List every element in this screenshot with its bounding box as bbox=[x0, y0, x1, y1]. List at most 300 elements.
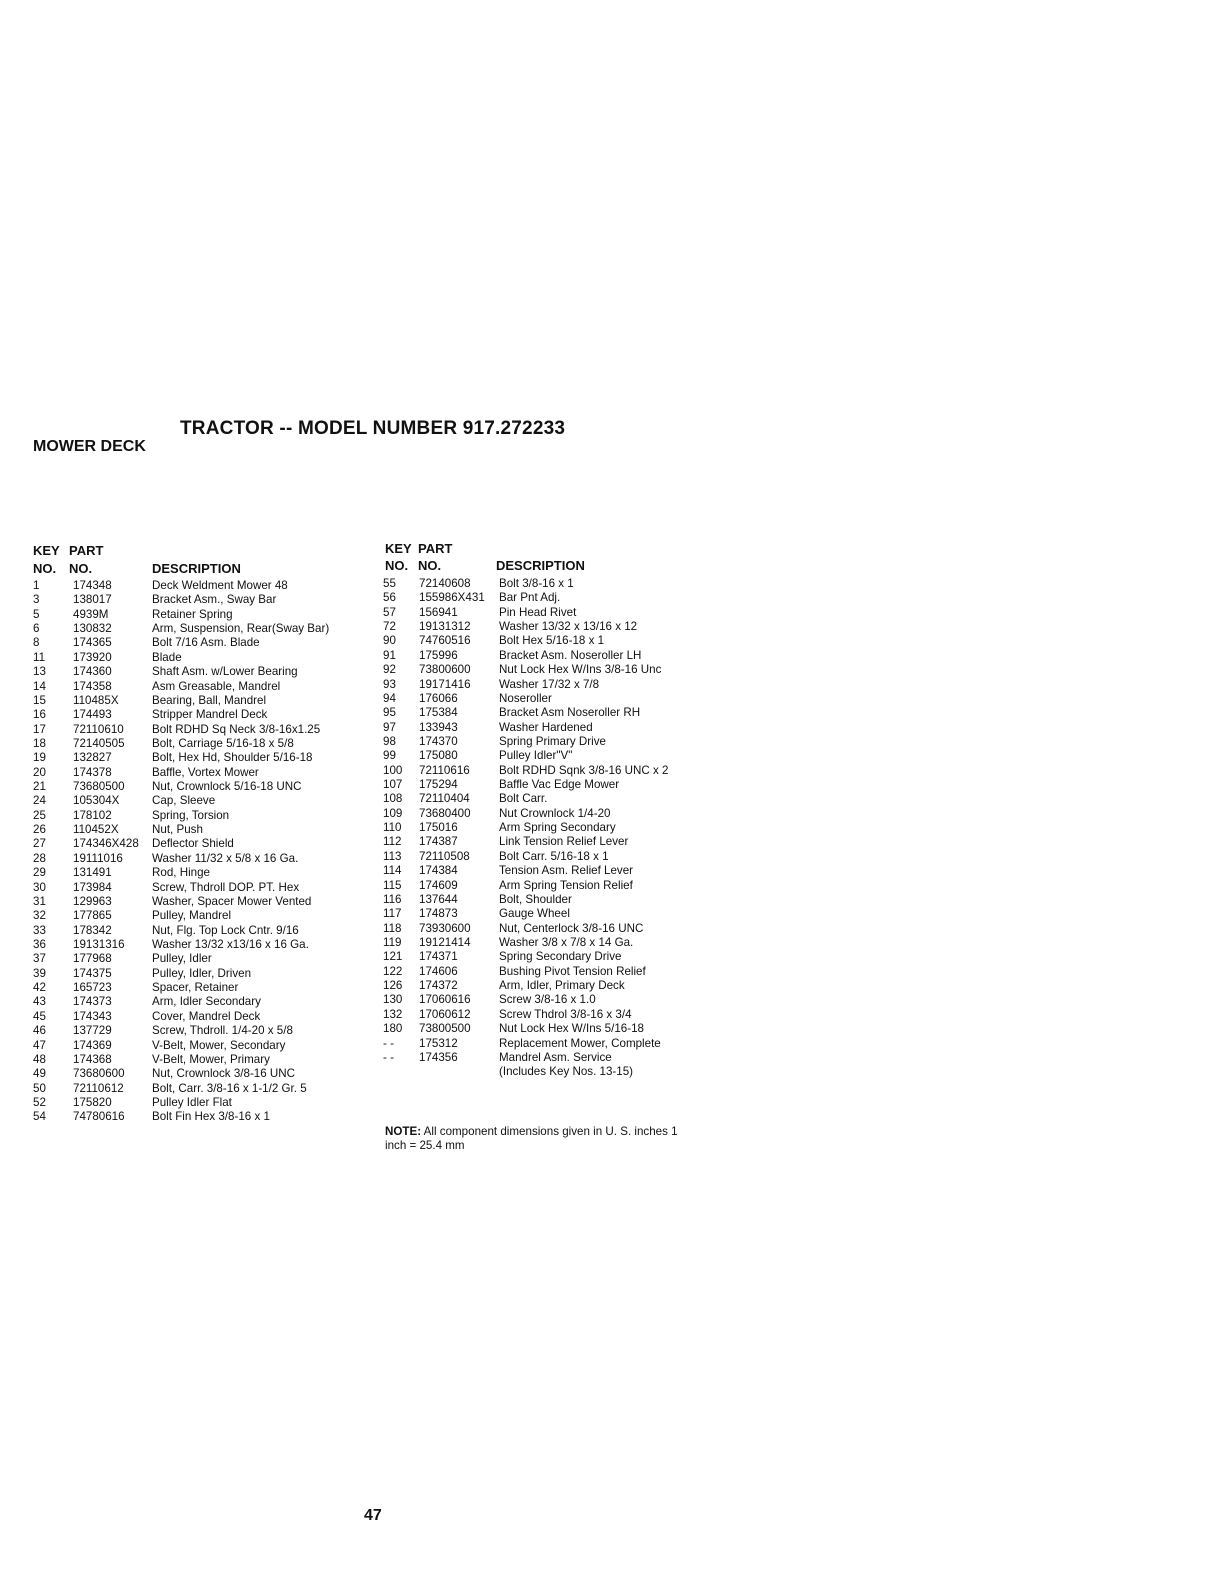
part-description: Pulley, Idler, Driven bbox=[152, 966, 252, 980]
parts-row bbox=[33, 938, 378, 952]
key-number: 108 bbox=[383, 792, 403, 806]
part-number: 177865 bbox=[73, 909, 112, 923]
parts-row bbox=[383, 764, 713, 778]
parts-row bbox=[383, 950, 713, 964]
part-number: 132827 bbox=[73, 751, 112, 765]
parts-row bbox=[383, 577, 713, 591]
part-description: Cap, Sleeve bbox=[152, 794, 216, 808]
parts-row bbox=[383, 965, 713, 979]
key-number: 18 bbox=[33, 736, 46, 750]
parts-row bbox=[33, 995, 378, 1009]
part-number: 72110404 bbox=[419, 792, 470, 806]
part-number: 175016 bbox=[419, 821, 458, 835]
part-description: Bolt Carr. bbox=[499, 792, 548, 806]
part-number: 174609 bbox=[419, 878, 458, 892]
parts-row bbox=[33, 1110, 378, 1124]
part-number: 72140608 bbox=[419, 577, 471, 590]
part-number: 174370 bbox=[419, 734, 458, 748]
key-number: 91 bbox=[383, 648, 396, 662]
parts-row bbox=[33, 593, 378, 607]
part-number: 73680500 bbox=[73, 780, 125, 794]
part-description: Washer 13/32 x13/16 x 16 Ga. bbox=[152, 937, 309, 951]
part-number: 73800600 bbox=[419, 663, 471, 677]
key-number: 46 bbox=[33, 1024, 46, 1038]
parts-row bbox=[33, 723, 378, 737]
key-number: 26 bbox=[33, 823, 46, 837]
key-number: 110 bbox=[383, 821, 402, 835]
part-description: Bolt, Carr. 3/8-16 x 1-1/2 Gr. 5 bbox=[152, 1081, 307, 1095]
part-description: Pulley Idler Flat bbox=[152, 1095, 232, 1109]
part-description: Spring Secondary Drive bbox=[499, 950, 622, 964]
part-description: Bolt, Carriage 5/16-18 x 5/8 bbox=[152, 736, 294, 750]
key-number: 57 bbox=[383, 605, 396, 619]
key-number: 90 bbox=[383, 634, 396, 648]
parts-row bbox=[383, 821, 713, 835]
parts-row bbox=[383, 792, 713, 806]
part-description: Washer 3/8 x 7/8 x 14 Ga. bbox=[499, 935, 634, 949]
part-description: Screw 3/8-16 x 1.0 bbox=[499, 993, 596, 1007]
part-number: 73930600 bbox=[419, 921, 471, 935]
part-number: 72140505 bbox=[73, 736, 125, 750]
parts-row bbox=[33, 895, 378, 909]
part-number: 173984 bbox=[73, 880, 112, 894]
key-number: 113 bbox=[383, 849, 402, 863]
key-header-bottom: NO. bbox=[33, 561, 57, 576]
part-description: Washer Hardened bbox=[499, 720, 593, 734]
key-number: 1 bbox=[33, 579, 40, 592]
parts-row bbox=[33, 579, 378, 593]
section-title: MOWER DECK bbox=[33, 438, 146, 455]
key-number: 47 bbox=[33, 1038, 46, 1052]
parts-row bbox=[33, 1067, 378, 1081]
key-number: 115 bbox=[383, 878, 402, 892]
parts-row bbox=[33, 737, 378, 751]
parts-row bbox=[33, 967, 378, 981]
parts-row bbox=[383, 993, 713, 1007]
part-description: Spring Primary Drive bbox=[499, 734, 606, 748]
note bbox=[385, 1125, 685, 1153]
part-description: Replacement Mower, Complete bbox=[499, 1036, 661, 1050]
key-number: 32 bbox=[33, 909, 46, 923]
part-description: Arm Spring Secondary bbox=[499, 821, 616, 835]
note-label: NOTE: bbox=[385, 1125, 422, 1138]
part-number: 130832 bbox=[73, 622, 112, 636]
parts-row bbox=[33, 608, 378, 622]
key-number: 3 bbox=[33, 593, 40, 607]
part-description: Nut Crownlock 1/4-20 bbox=[499, 806, 611, 820]
part-number: 174606 bbox=[419, 964, 458, 978]
key-header-top: KEY bbox=[385, 541, 412, 556]
part-description: (Includes Key Nos. 13-15) bbox=[499, 1065, 634, 1079]
parts-row bbox=[383, 735, 713, 749]
part-description: Pulley, Mandrel bbox=[152, 909, 232, 923]
key-number: 112 bbox=[383, 835, 402, 849]
parts-row bbox=[383, 620, 713, 634]
parts-row bbox=[33, 866, 378, 880]
part-number: 174375 bbox=[73, 966, 112, 980]
part-description: Arm, Suspension, Rear(Sway Bar) bbox=[152, 622, 330, 636]
key-number: 33 bbox=[33, 923, 46, 937]
part-number: 17060612 bbox=[419, 1007, 471, 1021]
key-number: 28 bbox=[33, 851, 46, 865]
key-number: 52 bbox=[33, 1095, 46, 1109]
part-number: 105304X bbox=[73, 794, 120, 808]
key-number: 54 bbox=[33, 1110, 46, 1124]
part-description: V-Belt, Mower, Secondary bbox=[152, 1038, 286, 1052]
part-number: 177968 bbox=[73, 952, 112, 966]
part-number: 137729 bbox=[73, 1024, 112, 1038]
parts-row bbox=[383, 606, 713, 620]
key-number: 5 bbox=[33, 607, 40, 621]
key-number: 94 bbox=[383, 691, 396, 705]
part-number: 178342 bbox=[73, 923, 112, 937]
part-description: Shaft Asm. w/Lower Bearing bbox=[152, 665, 298, 679]
part-description: Arm, Idler Secondary bbox=[152, 995, 261, 1009]
part-number: 73680600 bbox=[73, 1067, 125, 1081]
part-number: 174358 bbox=[73, 679, 112, 693]
part-description: Screw, Thdroll. 1/4-20 x 5/8 bbox=[152, 1024, 293, 1038]
part-number: 72110616 bbox=[419, 763, 470, 777]
key-number: 100 bbox=[383, 763, 403, 777]
page-title: TRACTOR -- MODEL NUMBER 917.272233 bbox=[180, 418, 566, 439]
part-description: Arm Spring Tension Relief bbox=[499, 878, 633, 892]
description-header: DESCRIPTION bbox=[496, 558, 585, 573]
key-number: 126 bbox=[383, 979, 403, 993]
part-number: 174356 bbox=[419, 1050, 458, 1064]
parts-row bbox=[33, 852, 378, 866]
part-description: Noseroller bbox=[499, 691, 552, 705]
key-number: 50 bbox=[33, 1081, 46, 1095]
parts-row bbox=[383, 1037, 713, 1051]
part-description: Link Tension Relief Lever bbox=[499, 835, 629, 849]
part-description: Bracket Asm. Noseroller LH bbox=[499, 648, 642, 662]
key-number: 109 bbox=[383, 806, 403, 820]
part-number: 110452X bbox=[73, 823, 119, 837]
key-number: 29 bbox=[33, 866, 46, 880]
part-description: Bolt Hex 5/16-18 x 1 bbox=[499, 634, 605, 648]
part-description: Bolt 3/8-16 x 1 bbox=[499, 577, 574, 590]
parts-row bbox=[33, 708, 378, 722]
part-number: 129963 bbox=[73, 894, 112, 908]
key-number: 130 bbox=[383, 993, 403, 1007]
part-number: 74760516 bbox=[419, 634, 471, 648]
part-number: 74780616 bbox=[73, 1110, 125, 1124]
parts-row bbox=[33, 665, 378, 679]
key-number: 11 bbox=[33, 650, 46, 664]
key-number: - - bbox=[383, 1050, 394, 1064]
part-description: Deflector Shield bbox=[152, 837, 234, 851]
parts-row bbox=[33, 837, 378, 851]
part-number: 133943 bbox=[419, 720, 458, 734]
part-description: Bolt RDHD Sqnk 3/8-16 UNC x 2 bbox=[499, 763, 669, 777]
parts-row bbox=[33, 794, 378, 808]
parts-row bbox=[383, 706, 713, 720]
parts-row bbox=[33, 680, 378, 694]
part-number: 175820 bbox=[73, 1095, 112, 1109]
parts-row bbox=[383, 591, 713, 605]
key-number: 122 bbox=[383, 964, 403, 978]
parts-row bbox=[33, 952, 378, 966]
parts-row bbox=[33, 909, 378, 923]
parts-row bbox=[383, 835, 713, 849]
parts-row bbox=[33, 751, 378, 765]
part-description: Nut, Crownlock 5/16-18 UNC bbox=[152, 780, 302, 794]
key-number: 30 bbox=[33, 880, 46, 894]
parts-row bbox=[383, 922, 713, 936]
parts-row bbox=[383, 663, 713, 677]
note-text: All component dimensions given in U. S. inches 1 inch = 25.4 mm bbox=[385, 1125, 678, 1152]
parts-row bbox=[383, 1008, 713, 1022]
part-number: 156941 bbox=[419, 605, 458, 619]
part-description: Bar Pnt Adj. bbox=[499, 591, 561, 605]
parts-row bbox=[33, 622, 378, 636]
key-number: 95 bbox=[383, 706, 396, 720]
part-header-top: PART bbox=[418, 541, 453, 556]
part-description: Pulley, Idler bbox=[152, 952, 212, 966]
part-number: 174369 bbox=[73, 1038, 112, 1052]
part-description: Screw, Thdroll DOP. PT. Hex bbox=[152, 880, 300, 894]
parts-row bbox=[383, 979, 713, 993]
parts-row bbox=[383, 1065, 713, 1079]
part-number: 174373 bbox=[73, 995, 112, 1009]
part-description: Washer 13/32 x 13/16 x 12 bbox=[499, 620, 638, 634]
parts-row bbox=[33, 766, 378, 780]
part-description: Screw Thdrol 3/8-16 x 3/4 bbox=[499, 1007, 632, 1021]
part-description: Pulley Idler"V" bbox=[499, 749, 573, 763]
part-description: Mandrel Asm. Service bbox=[499, 1050, 612, 1064]
key-number: 56 bbox=[383, 591, 396, 605]
key-number: - - bbox=[383, 1036, 394, 1050]
key-number: 15 bbox=[33, 693, 46, 707]
part-number: 175996 bbox=[419, 648, 458, 662]
part-number: 174384 bbox=[419, 864, 458, 878]
part-description: Nut Lock Hex W/Ins 5/16-18 bbox=[499, 1022, 644, 1036]
parts-row bbox=[383, 678, 713, 692]
key-number: 31 bbox=[33, 894, 46, 908]
part-description: Nut, Flg. Top Lock Cntr. 9/16 bbox=[152, 923, 299, 937]
left-parts-list bbox=[33, 579, 378, 1125]
part-number: 165723 bbox=[73, 981, 112, 995]
key-number: 72 bbox=[383, 620, 396, 634]
parts-row bbox=[383, 749, 713, 763]
part-description: Baffle Vac Edge Mower bbox=[499, 778, 620, 792]
parts-row bbox=[33, 881, 378, 895]
part-number: 174371 bbox=[419, 950, 458, 964]
key-number: 37 bbox=[33, 952, 46, 966]
parts-row bbox=[33, 1096, 378, 1110]
part-header-top: PART bbox=[69, 543, 104, 558]
part-number: 175384 bbox=[419, 706, 458, 720]
part-number: 155986X431 bbox=[419, 591, 485, 605]
description-header: DESCRIPTION bbox=[152, 561, 241, 576]
part-number: 138017 bbox=[73, 593, 112, 607]
part-description: Bolt Carr. 5/16-18 x 1 bbox=[499, 849, 609, 863]
parts-row bbox=[33, 694, 378, 708]
part-description: Baffle, Vortex Mower bbox=[152, 765, 259, 779]
key-number: 93 bbox=[383, 677, 396, 691]
part-description: Bracket Asm Noseroller RH bbox=[499, 706, 641, 720]
key-number: 6 bbox=[33, 622, 40, 636]
part-number: 72110612 bbox=[73, 1081, 124, 1095]
part-description: Arm, Idler, Primary Deck bbox=[499, 979, 625, 993]
part-description: Pin Head Rivet bbox=[499, 605, 577, 619]
part-description: Nut, Push bbox=[152, 823, 203, 837]
part-number: 174378 bbox=[73, 765, 112, 779]
key-number: 117 bbox=[383, 907, 402, 921]
part-description: Nut Lock Hex W/Ins 3/8-16 Unc bbox=[499, 663, 662, 677]
part-description: V-Belt, Mower, Primary bbox=[152, 1052, 270, 1066]
part-description: Spring, Torsion bbox=[152, 808, 230, 822]
part-number: 17060616 bbox=[419, 993, 471, 1007]
part-number: 175294 bbox=[419, 778, 458, 792]
parts-row bbox=[33, 981, 378, 995]
part-number: 174493 bbox=[73, 708, 112, 722]
part-description: Bolt, Shoulder bbox=[499, 892, 572, 906]
parts-row bbox=[33, 823, 378, 837]
part-number: 174360 bbox=[73, 665, 112, 679]
part-description: Bolt, Hex Hd, Shoulder 5/16-18 bbox=[152, 751, 313, 765]
parts-row bbox=[383, 807, 713, 821]
part-number: 174346X428 bbox=[73, 837, 139, 851]
key-number: 121 bbox=[383, 950, 403, 964]
right-parts-list bbox=[383, 577, 713, 1080]
part-description: Retainer Spring bbox=[152, 607, 233, 621]
part-number: 175080 bbox=[419, 749, 458, 763]
key-number: 49 bbox=[33, 1067, 46, 1081]
parts-row bbox=[33, 924, 378, 938]
key-number: 45 bbox=[33, 1009, 46, 1023]
part-description: Nut, Crownlock 3/8-16 UNC bbox=[152, 1067, 296, 1081]
part-number: 72110508 bbox=[419, 849, 470, 863]
part-description: Washer 17/32 x 7/8 bbox=[499, 677, 600, 691]
part-description: Spacer, Retainer bbox=[152, 981, 239, 995]
key-number: 132 bbox=[383, 1007, 403, 1021]
page-number: 47 bbox=[364, 1507, 382, 1524]
part-description: Washer 11/32 x 5/8 x 16 Ga. bbox=[152, 851, 299, 865]
parts-row bbox=[383, 1051, 713, 1065]
part-description: Washer, Spacer Mower Vented bbox=[152, 894, 312, 908]
part-number: 19171416 bbox=[419, 677, 471, 691]
part-description: Blade bbox=[152, 650, 182, 664]
part-number: 178102 bbox=[73, 808, 112, 822]
parts-row bbox=[33, 1039, 378, 1053]
key-number: 19 bbox=[33, 751, 46, 765]
key-number: 92 bbox=[383, 663, 396, 677]
key-number: 180 bbox=[383, 1022, 403, 1036]
parts-row bbox=[33, 1082, 378, 1096]
key-number: 114 bbox=[383, 864, 402, 878]
parts-row bbox=[383, 936, 713, 950]
key-number: 107 bbox=[383, 778, 403, 792]
parts-row bbox=[383, 1022, 713, 1036]
parts-row bbox=[33, 809, 378, 823]
parts-row bbox=[33, 636, 378, 650]
part-number: 176066 bbox=[419, 691, 458, 705]
parts-row bbox=[383, 864, 713, 878]
part-number: 19121414 bbox=[419, 935, 471, 949]
parts-row bbox=[383, 907, 713, 921]
part-number: 19131316 bbox=[73, 937, 125, 951]
part-description: Cover, Mandrel Deck bbox=[152, 1009, 261, 1023]
parts-row bbox=[33, 1010, 378, 1024]
parts-row bbox=[383, 879, 713, 893]
parts-row bbox=[33, 780, 378, 794]
key-number: 116 bbox=[383, 892, 402, 906]
parts-row bbox=[383, 634, 713, 648]
key-number: 13 bbox=[33, 665, 46, 679]
part-number: 174873 bbox=[419, 907, 458, 921]
key-header-bottom: NO. bbox=[385, 558, 409, 573]
key-number: 36 bbox=[33, 937, 46, 951]
part-description: Asm Greasable, Mandrel bbox=[152, 679, 281, 693]
parts-row bbox=[383, 778, 713, 792]
key-number: 98 bbox=[383, 734, 396, 748]
parts-row bbox=[383, 692, 713, 706]
part-description: Gauge Wheel bbox=[499, 907, 570, 921]
key-number: 27 bbox=[33, 837, 46, 851]
key-header-top: KEY bbox=[33, 543, 60, 558]
key-number: 24 bbox=[33, 794, 46, 808]
part-number: 137644 bbox=[419, 892, 458, 906]
key-number: 48 bbox=[33, 1052, 46, 1066]
key-number: 43 bbox=[33, 995, 46, 1009]
part-number: 174372 bbox=[419, 979, 458, 993]
part-description: Bracket Asm., Sway Bar bbox=[152, 593, 277, 607]
key-number: 8 bbox=[33, 636, 40, 650]
parts-row bbox=[33, 1024, 378, 1038]
part-description: Bolt 7/16 Asm. Blade bbox=[152, 636, 260, 650]
parts-row bbox=[383, 721, 713, 735]
part-description: Rod, Hinge bbox=[152, 866, 211, 880]
part-number: 174343 bbox=[73, 1009, 112, 1023]
part-description: Deck Weldment Mower 48 bbox=[152, 579, 288, 592]
key-number: 17 bbox=[33, 722, 46, 736]
part-number: 72110610 bbox=[73, 722, 124, 736]
part-number: 19131312 bbox=[419, 620, 471, 634]
part-description: Nut, Centerlock 3/8-16 UNC bbox=[499, 921, 644, 935]
parts-row bbox=[33, 651, 378, 665]
part-header-bottom: NO. bbox=[418, 558, 442, 573]
key-number: 25 bbox=[33, 808, 46, 822]
part-description: Bolt Fin Hex 3/8-16 x 1 bbox=[152, 1110, 270, 1124]
parts-row bbox=[33, 1053, 378, 1067]
part-number: 174365 bbox=[73, 636, 112, 650]
part-number: 73680400 bbox=[419, 806, 471, 820]
part-description: Bushing Pivot Tension Relief bbox=[499, 964, 646, 978]
part-number: 73800500 bbox=[419, 1022, 471, 1036]
part-number: 131491 bbox=[73, 866, 112, 880]
part-number: 4939M bbox=[73, 607, 109, 621]
key-number: 42 bbox=[33, 981, 46, 995]
part-number: 174387 bbox=[419, 835, 458, 849]
key-number: 14 bbox=[33, 679, 46, 693]
parts-row bbox=[383, 850, 713, 864]
key-number: 21 bbox=[33, 780, 46, 794]
key-number: 39 bbox=[33, 966, 46, 980]
part-description: Tension Asm. Relief Lever bbox=[499, 864, 634, 878]
part-number: 174348 bbox=[73, 579, 112, 592]
part-description: Bolt RDHD Sq Neck 3/8-16x1.25 bbox=[152, 722, 321, 736]
key-number: 16 bbox=[33, 708, 46, 722]
key-number: 55 bbox=[383, 577, 396, 590]
key-number: 99 bbox=[383, 749, 396, 763]
part-number: 174368 bbox=[73, 1052, 112, 1066]
part-description: Bearing, Ball, Mandrel bbox=[152, 693, 267, 707]
parts-row bbox=[383, 649, 713, 663]
part-number: 173920 bbox=[73, 650, 112, 664]
key-number: 20 bbox=[33, 765, 46, 779]
part-number: 110485X bbox=[73, 693, 119, 707]
